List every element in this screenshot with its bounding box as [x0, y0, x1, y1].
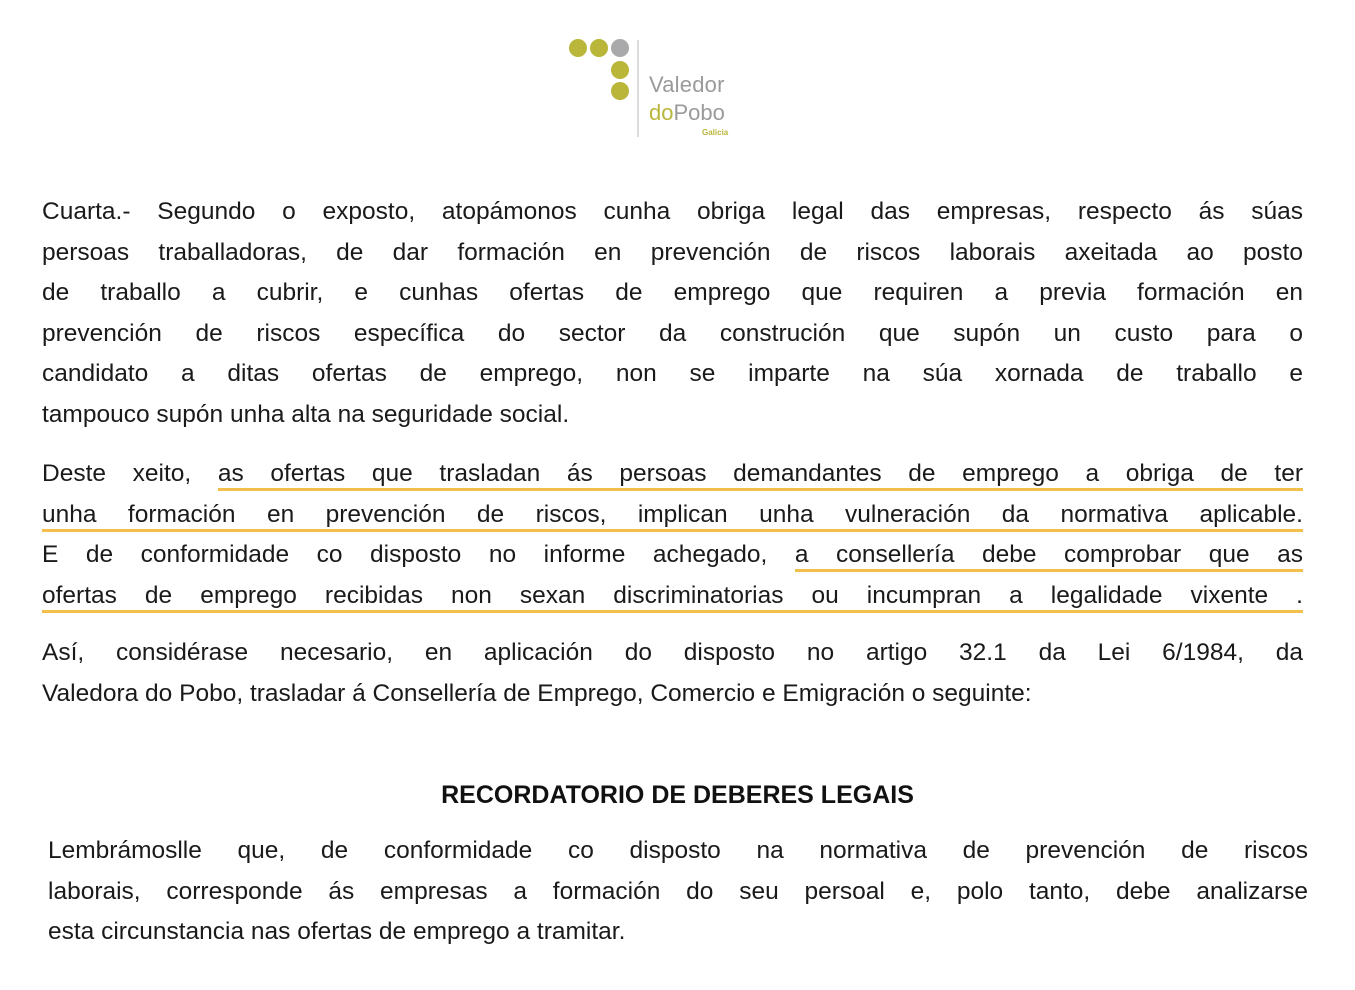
plain-text: Deste xeito,	[42, 460, 218, 487]
logo-dot	[569, 39, 587, 57]
text-line: Cuarta.- Segundo o exposto, atopámonos cunha obriga legal das empresas, respecto ás súas	[42, 198, 1303, 225]
underlined-text: as ofertas que trasladan ás persoas demandantes de emprego a obriga de ter	[218, 460, 1303, 491]
underlined-text: ofertas de emprego recibidas non sexan discriminatorias ou incumpran a legalidade vixente .	[42, 582, 1303, 613]
logo-dot	[611, 39, 629, 57]
text-line: prevención de riscos específica do sector da construción que supón un custo para o	[42, 319, 1303, 347]
text-line: laborais, corresponde ás empresas a formación do seu persoal e, polo tanto, debe analizarse	[48, 877, 1308, 905]
paragraph-lembramoslle	[48, 831, 1308, 953]
logo-name-do: do	[649, 100, 674, 125]
text-line: Valedora do Pobo, trasladar á Consellería de Emprego, Comercio e Emigración o seguinte:	[42, 679, 1032, 707]
paragraph-cuarta	[42, 192, 1303, 435]
logo-name-line1: Valedor	[649, 72, 725, 97]
paragraph-deste-xeito	[42, 454, 1303, 616]
text-line	[42, 454, 1303, 495]
logo-region: Galicia	[702, 128, 729, 137]
text-line	[42, 495, 1303, 536]
underlined-text: unha formación en prevención de riscos, implican unha vulneración da normativa aplicable.	[42, 501, 1303, 532]
logo-dot	[611, 61, 629, 79]
logo-divider	[637, 40, 639, 137]
text-line: candidato a ditas ofertas de emprego, non se imparte na súa xornada de traballo e	[42, 360, 1303, 387]
section-heading: RECORDATORIO DE DEBERES LEGAIS	[441, 781, 914, 809]
text-line: persoas traballadoras, de dar formación en prevención de riscos laborais axeitada ao posto	[42, 238, 1303, 266]
paragraph-asi	[42, 633, 1303, 714]
valedor-do-pobo-logo	[560, 30, 750, 145]
text-line: Así, considérase necesario, en aplicación do disposto no artigo 32.1 da Lei 6/1984, da	[42, 639, 1303, 666]
text-line: de traballo a cubrir, e cunhas ofertas de emprego que requiren a previa formación en	[42, 279, 1303, 306]
text-line	[42, 576, 1303, 617]
text-line: esta circunstancia nas ofertas de emprego a tramitar.	[48, 918, 626, 945]
text-line: Lembrámoslle que, de conformidade co disposto na normativa de prevención de riscos	[48, 837, 1308, 864]
logo-name-pobo: Pobo	[673, 100, 725, 125]
logo-name-line2	[649, 100, 725, 126]
text-line: tampouco supón unha alta na seguridade social.	[42, 400, 570, 428]
underlined-text: a consellería debe comprobar que as	[795, 541, 1303, 572]
logo-dot	[590, 39, 608, 57]
plain-text: E de conformidade co disposto no informe achegado,	[42, 541, 795, 568]
text-line	[42, 535, 1303, 576]
logo-dot	[611, 82, 629, 100]
